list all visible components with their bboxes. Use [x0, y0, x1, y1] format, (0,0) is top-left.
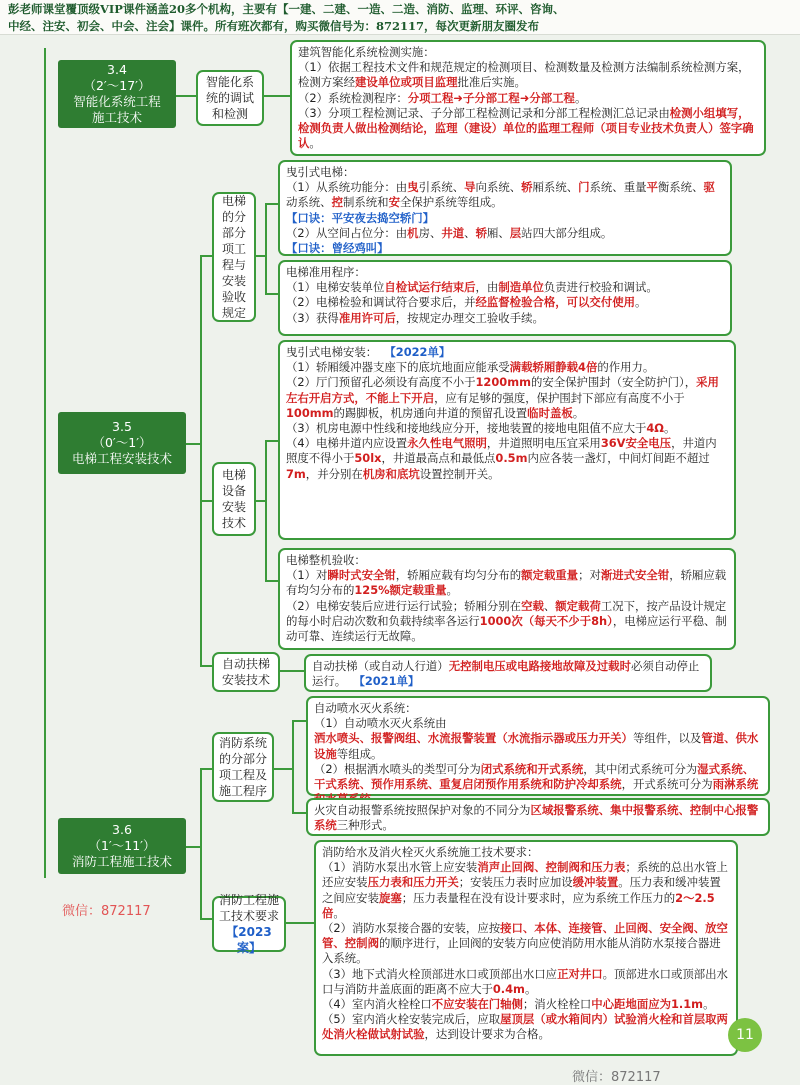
- connector: [265, 293, 278, 295]
- text-line: （3）获得准用许可后，按规定办理交工验收手续。: [286, 310, 544, 325]
- connector: [200, 918, 212, 920]
- exam-tag: 【2022单】: [384, 345, 451, 359]
- box-fire-hydrant: [314, 840, 738, 1056]
- connector: [292, 720, 306, 722]
- box-title: 建筑智能化系统检测实施：: [298, 45, 435, 59]
- section-range: （0′～1′）: [92, 435, 152, 450]
- section-title-2: 施工技术: [91, 110, 142, 125]
- connector: [265, 440, 278, 442]
- banner-line-2: 中经、注安、初会、中会、注会】课件。所有班次都有，购买微信号为：872117，每次更新朋友圈发布: [8, 19, 540, 33]
- connector: [186, 846, 200, 848]
- connector: [200, 768, 202, 918]
- text-line: （2）根据洒水喷头的类型可分为闭式系统和开式系统，其中闭式系统可分为湿式系统、干式系统、预作用系统、重复启闭预作用系统和防护冷却系统，开式系统可分为雨淋系统: [314, 761, 759, 792]
- text-line: （2）电梯安装后应进行运行试验；轿厢分别在空载、额定载荷工况下，按产品设计规定的每小时启动次数和负载持续率各运行1000次（每天不少于8h），电梯应运行平稳、制动可靠、连续运行无故障。: [286, 598, 727, 644]
- section-code: 3.5: [112, 419, 132, 434]
- text-line: （1）电梯安装单位自检试运行结束后，由制造单位负责进行校验和调试。: [286, 280, 658, 295]
- page-number-badge: 11: [728, 1018, 762, 1052]
- section-code: 3.6: [112, 822, 132, 837]
- text-line: （3）地下式消火栓顶部进水口或顶部出水口应正对井口。顶部进水口或顶部出水口与消防井盖底面的距离不应大于0.4m。: [322, 966, 728, 996]
- text-line: （4）室内消火栓栓口不应安装在门轴侧；消火栓栓口中心距地面应为1.1m。: [322, 997, 715, 1012]
- text-line: （5）室内消火栓安装完成后，应取屋顶层（或水箱间内）试验消火栓和首层取两处消火栓做试射试验，达到设计要求为合格。: [322, 1012, 728, 1042]
- text-line: （2）厅门预留孔必须设有高度不小于1200mm的安全保护围封（安全防护门），采用左右开启方式，不能上下开启，应有足够的强度，保护围封下部应有高度不小于100mm的踢脚板，机房通向井道的预留孔设置临时盖板。: [286, 375, 719, 420]
- watermark-wechat-bottom: 微信：872117: [572, 1070, 661, 1085]
- banner-line-1: 彭老师课堂覆顶级VIP课件涵盖20多个机构，主要有【一建、二建、一造、二造、消防、监理、环评、咨询、: [8, 2, 565, 16]
- box-escalator: [304, 654, 712, 692]
- section-code: 3.4: [107, 62, 127, 77]
- text-line: （1）从系统功能分：由曳引系统、导向系统、轿厢系统、门系统、重量平衡系统、驱动系统、控制系统和安全保护系统等组成。: [286, 180, 715, 210]
- text-line: （3）分项工程检测记录、子分部工程检测记录和分部工程检测汇总记录由检测小组填写，检测负责人做出检测结论，监理（建设）单位的监理工程师（项目专业技术负责人）签字确认。: [298, 105, 754, 151]
- text-line: 火灾自动报警系统按照保护对象的不同分为区域报警系统、集中报警系统、控制中心报警系统三种形式。: [314, 803, 759, 833]
- exam-tag: 【2023案】: [226, 925, 272, 955]
- text-line: （3）机房电源中性线和接地线应分开，接地装置的接地电阻值不应大于4Ω。: [286, 421, 676, 436]
- connector: [265, 580, 278, 582]
- box-sprinkler: [306, 696, 770, 796]
- text-line: （1）对瞬时式安全钳，轿厢应载有均匀分布的额定载重量；对渐进式安全钳，轿厢应载有均匀分布的125%额定载重量。: [286, 568, 727, 598]
- sub-elevator-acceptance: 电梯的分部分项工程与安装验收规定: [212, 192, 256, 322]
- section-range: （1′～11′）: [88, 838, 156, 853]
- box-elevator-approval: [278, 260, 732, 336]
- box-elevator-final-acceptance: [278, 548, 736, 650]
- box-traction-elevator: [278, 160, 732, 256]
- section-3-6: [58, 818, 186, 874]
- text-line: （2）从空间占位分：由机房、井道、轿厢、层站四大部分组成。: [286, 225, 613, 240]
- connector: [200, 768, 212, 770]
- trunk-line: [44, 48, 46, 878]
- section-range: （2′～17′）: [83, 78, 151, 93]
- connector: [256, 255, 265, 257]
- mnemonic: 【口诀：曾经鸡叫】: [286, 241, 389, 256]
- sub-label: 消防工程施工技术要求: [218, 893, 279, 923]
- box-title: 自动喷水灭火系统：: [314, 701, 417, 715]
- text-line: （1）自动喷水灭火系统由洒水喷头、报警阀组、水流报警装置（水流指示器或压力开关）等组件，以及管道、供水设施等组成。: [314, 716, 759, 761]
- connector: [200, 255, 202, 665]
- connector: [200, 255, 212, 257]
- text-line: （4）电梯井道内应设置永久性电气照明，井道照明电压宜采用36V安全电压，井道内照度不得小于50lx，井道最高点和最低点0.5m内应各装一盏灯，中间灯间距不超过7m，并分别在机房和底坑设置控制开关。: [286, 436, 717, 481]
- connector: [265, 203, 267, 293]
- connector: [186, 443, 200, 445]
- connector: [292, 812, 306, 814]
- box-traction-install: [278, 340, 736, 540]
- connector: [264, 95, 290, 97]
- section-title: 智能化系统工程: [73, 94, 161, 109]
- connector: [265, 440, 267, 580]
- connector: [256, 500, 265, 502]
- sub-smart-debug: 智能化系统的调试和检测: [196, 70, 264, 126]
- connector: [292, 720, 294, 812]
- text-line: （1）依据工程技术文件和规范规定的检测项目、检测数量及检测方法编制系统检测方案，检测方案经建设单位或项目监理批准后实施。: [298, 60, 750, 90]
- connector: [274, 768, 292, 770]
- box-title: 消防给水及消火栓灭火系统施工技术要求：: [322, 845, 539, 859]
- sub-fire-tech-requirements: [212, 893, 286, 955]
- text-line: 自动扶梯（或自动人行道）无控制电压或电路接地故障及过载时必须自动停止运行。 【2021单】: [312, 659, 700, 689]
- text-line: （2）系统检测程序：分项工程➜子分部工程➜分部工程。: [298, 90, 587, 105]
- box-title: 曳引式电梯安装： 【2022单】: [286, 345, 451, 359]
- connector: [200, 500, 212, 502]
- connector: [200, 665, 212, 667]
- connector: [176, 95, 196, 97]
- section-title: 电梯工程安装技术: [71, 451, 172, 466]
- text-line: （1）消防水泵出水管上应安装消声止回阀、控制阀和压力表；系统的总出水管上还应安装压力表和压力开关；安装压力表时应加设缓冲装置。压力表和缓冲装置之间应安装旋塞；压力表量程在没有设计要求时，应为系统工作压力的2～2.5倍。: [322, 860, 728, 920]
- text-line: （2）电梯检验和调试符合要求后，并经监督检验合格，可以交付使用。: [286, 295, 647, 310]
- box-smart-inspection: [290, 40, 766, 156]
- section-title: 消防工程施工技术: [71, 854, 172, 869]
- box-title: 电梯整机验收：: [286, 553, 366, 567]
- connector: [265, 203, 278, 205]
- box-title: 电梯准用程序：: [286, 265, 366, 279]
- text-line: （1）轿厢缓冲器支座下的底坑地面应能承受满载轿厢静载4倍的作用力。: [286, 360, 655, 375]
- box-fire-alarm: [306, 798, 770, 836]
- promo-banner: [0, 0, 800, 35]
- connector: [286, 922, 314, 924]
- sub-elevator-install: 电梯设备安装技术: [212, 462, 256, 536]
- text-line: （2）消防水泵接合器的安装，应按接口、本体、连接管、止回阀、安全阀、放空管、控制阀的顺序进行，止回阀的安装方向应使消防用水能从消防水泵接合器进入系统。: [322, 921, 728, 966]
- connector: [280, 670, 304, 672]
- section-3-4: [58, 60, 176, 128]
- exam-tag: 【2021单】: [353, 674, 420, 689]
- watermark-wechat: 微信：872117: [62, 904, 151, 919]
- mnemonic: 【口诀：平安夜去捣空轿门】: [286, 210, 435, 225]
- sub-fire-system: 消防系统的分部分项工程及施工程序: [212, 732, 274, 802]
- section-3-5: [58, 412, 186, 474]
- box-title: 曳引式电梯：: [286, 165, 355, 179]
- sub-escalator-install: 自动扶梯安装技术: [212, 652, 280, 692]
